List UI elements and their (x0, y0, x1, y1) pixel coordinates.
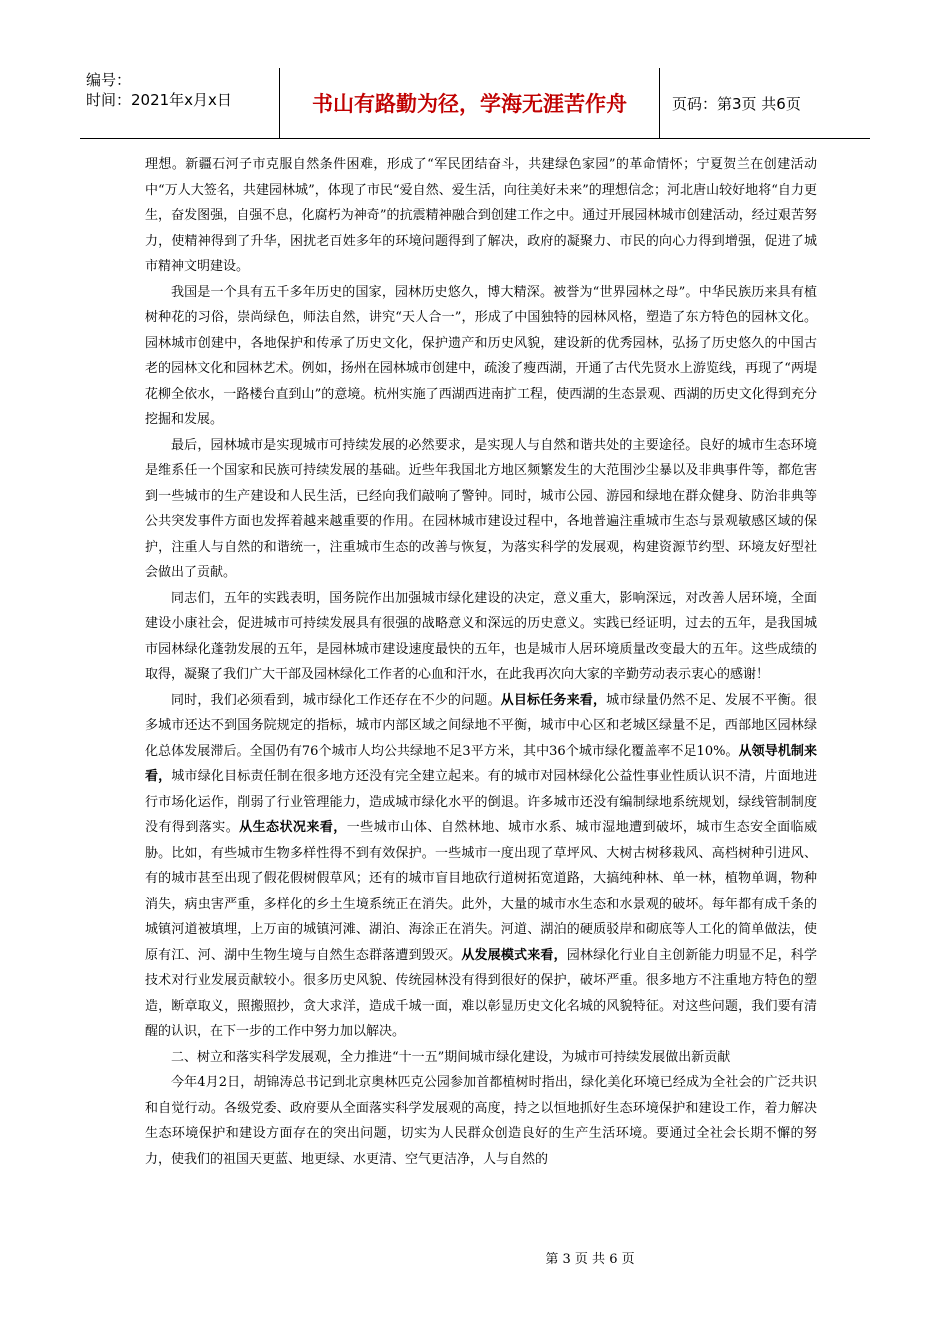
paragraph-7: 今年4月2日，胡锦涛总书记到北京奥林匹克公园参加首都植树时指出，绿化美化环境已经成为全社会的广泛共识和自觉行动。各级党委、政府要从全面落实科学发展观的高度，持之以恒地抓好生态环境保护和建设工作，着力解决生态环境保护和建设方面存在的突出问题，切实为人民群众创造良好的生产生活环境。要通过全社会长期不懈的努力，使我们的祖国天更蓝、地更绿、水更清、空气更洁净，人与自然的 (145, 1075, 817, 1167)
header-motto: 书山有路勤为径，学海无涯苦作舟 (280, 68, 660, 138)
bold-run: 从生态状况来看， (239, 820, 347, 835)
header-page-label: 页码：第3页 共6页 (672, 94, 801, 113)
header-meta (80, 68, 280, 138)
paragraph-3: 最后，园林城市是实现城市可持续发展的必然要求，是实现人与自然和谐共处的主要途径。良好的城市生态环境是维系任一个国家和民族可持续发展的基础。近些年我国北方地区频繁发生的大范围沙尘暴以及非典事件等，都危害到一些城市的生产建设和人民生活，已经向我们敲响了警钟。同时，城市公园、游园和绿地在群众健身、防治非典等公共突发事件方面也发挥着越来越重要的作用。在园林城市建设过程中，各地普遍注重城市生态与景观敏感区域的保护，注重人与自然的和谐统一，注重城市生态的改善与恢复，为落实科学的发展观，构建资源节约型、环境友好型社会做出了贡献。 (145, 437, 817, 580)
paragraph-2: 我国是一个具有五千多年历史的国家，园林历史悠久，博大精深。被誉为“世界园林之母”。中华民族历来具有植树种花的习俗，崇尚绿色，师法自然，讲究“天人合一”，形成了中国独特的园林风格，塑造了东方特色的园林文化。园林城市创建中，各地保护和传承了历史文化，保护遗产和历史风貌，建设新的优秀园林，弘扬了历史悠久的中国古老的园林文化和园林艺术。例如，扬州在园林城市创建中，疏浚了瘦西湖，开通了古代先贤水上游览线，再现了“两堤花柳全依水，一路楼台直到山”的意境。杭州实施了西湖西进南扩工程，使西湖的生态景观、西湖的历史文化得到充分挖掘和发展。 (145, 284, 817, 427)
serial-number-label: 编号： (86, 71, 132, 89)
text-run: 城市绿化目标责任制在很多地方还没有完全建立起来。有的城市对园林绿化公益性事业性质认识不清，片面地进行市场化运作，削弱了行业管理能力，造成城市绿化水平的倒退。许多城市还没有编制绿地系统规划，绿线管制制度没有得到落实。 (145, 769, 817, 835)
text-run: 城市绿量仍然不足、发展不平衡。很多城市还达不到国务院规定的指标，城市内部区域之间绿地不平衡，城市中心区和老城区绿量不足，西部地区园林绿化总体发展滞后。全国仍有76个城市人均公共绿地不足3平方米，其中36个城市绿化覆盖率不足10%。 (145, 692, 817, 759)
text-run: 同时，我们必须看到，城市绿化工作还存在不少的问题。 (171, 692, 501, 708)
paragraph-5 (145, 688, 817, 1045)
section-heading: 二、树立和落实科学发展观，全力推进“十一五”期间城市绿化建设，为城市可持续发展做出新贡献 (171, 1049, 731, 1065)
paragraph-1: 理想。新疆石河子市克服自然条件困难，形成了“军民团结奋斗，共建绿色家园”的革命情怀；宁夏贺兰在创建活动中“万人大签名，共建园林城”，体现了市民“爱自然、爱生活，向往美好未来”的理想信念；河北唐山较好地将“自力更生，奋发图强，自强不息，化腐朽为神奇”的抗震精神融合到创建工作之中。通过开展园林城市创建活动，经过艰苦努力，使精神得到了升华，困扰老百姓多年的环境问题得到了解决，政府的凝聚力、市民的向心力得到增强，促进了城市精神文明建设。 (145, 157, 817, 274)
date-label: 时间：2021年x月x日 (86, 91, 232, 109)
page-header (80, 68, 870, 138)
paragraph-4: 同志们，五年的实践表明，国务院作出加强城市绿化建设的决定，意义重大，影响深远，对改善人居环境，全面建设小康社会，促进城市可持续发展具有很强的战略意义和深远的历史意义。实践已经证明，过去的五年，是我国城市园林绿化蓬勃发展的五年，是园林城市建设速度最快的五年，也是城市人居环境质量改变最大的五年。这些成绩的取得，凝聚了我们广大干部及园林绿化工作者的心血和汗水，在此我再次向大家的辛勤劳动表示衷心的感谢！ (145, 590, 817, 682)
bold-run: 从目标任务来看， (500, 692, 607, 708)
text-run: 一些城市山体、自然林地、城市水系、城市湿地遭到破坏，城市生态安全面临威胁。比如，有些城市生物多样性得不到有效保护。一些城市一度出现了草坪风、大树古树移栽风、高档树种引进风、有的城市甚至出现了假花假树假草风；还有的城市盲目地砍行道树拓宽道路，大搞纯种林、单一林，植物单调，物种消失，病虫害严重，多样化的乡土生境系统正在消失。此外，大量的城市水生态和水景观的破坏。每年都有成千条的城镇河道被填埋，上万亩的城镇河滩、湖泊、海涂正在消失。河道、湖泊的硬质驳岸和砌底等人工化的简单做法，使原有江、河、湖中生物生境与自然生态群落遭到毁灭。 (145, 820, 817, 963)
document-body (145, 152, 817, 1172)
text-run: 园林绿化行业自主创新能力明显不足，科学技术对行业发展贡献较小。很多历史风貌、传统园林没有得到很好的保护，破坏严重。很多地方不注重地方特色的塑造，断章取义，照搬照抄，贪大求洋，造成千城一面，难以彰显历史文化名城的风貌特征。对这些问题，我们要有清醒的认识，在下一步的工作中努力加以解决。 (145, 947, 817, 1039)
header-divider (80, 138, 870, 139)
page-footer (0, 1248, 950, 1267)
footer-page-number: 第 3 页 共 6 页 (545, 1252, 635, 1267)
bold-run: 从发展模式来看， (461, 947, 567, 963)
bold-run: 从领导机制来看， (145, 743, 817, 784)
